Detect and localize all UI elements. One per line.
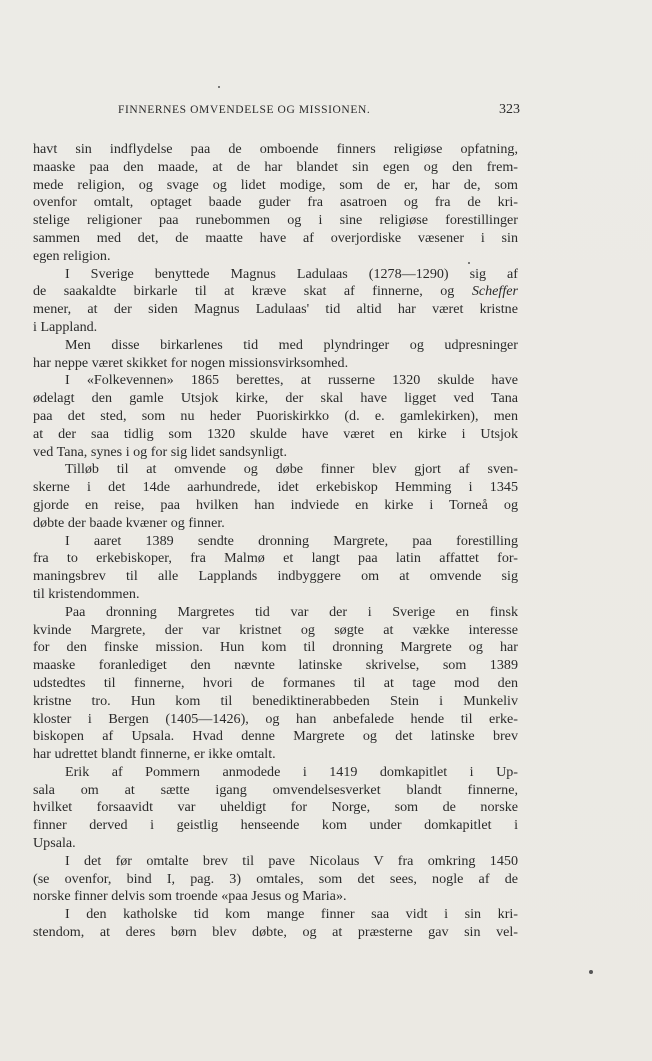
text-line: I det før omtalte brev til pave Nicolaus V fra omkring 1450 [65, 852, 518, 869]
text-line: ved Tana, synes i og for sig lidet sandsynligt. [33, 443, 287, 460]
text-line: døbte der baade kvæner og finner. [33, 514, 225, 531]
text-line: mener, at der siden Magnus Ladulaas' tid altid har været kristne [33, 301, 518, 318]
page-number: 323 [499, 102, 520, 117]
running-title: FINNERNES OMVENDELSE OG MISSIONEN. [118, 104, 371, 116]
text-line: ovenfor omtalt, optaget baade guder fra asatroen og fra de kri- [33, 194, 518, 211]
text-line: sala om at sætte igang omvendelsesverket blandt finnerne, [33, 781, 518, 798]
text-line: at der saa tidlig som 1320 skulde have været en kirke i Utsjok [33, 425, 518, 442]
text-line: Tilløb til at omvende og døbe finner blev gjort af sven- [65, 461, 518, 478]
text-line: Upsala. [33, 835, 76, 852]
text-line: har udrettet blandt finnerne, er ikke omtalt. [33, 746, 276, 763]
text-line: maaske paa den maade, at de har blandet sin egen og den frem- [33, 158, 518, 175]
text-line: maningsbrev til alle Lapplands indbyggere om at omvende sig [33, 568, 518, 585]
text-line: I Sverige benyttede Magnus Ladulaas (1278—1290) sig af [65, 265, 518, 282]
text-line: I «Folkevennen» 1865 berettes, at russerne 1320 skulde have [65, 372, 518, 389]
text-line: til kristendommen. [33, 585, 140, 602]
text-line: for den finske mission. Hun kom til dronning Margrete og har [33, 639, 518, 656]
text-line: mede religion, og svage og lidet modige, som de er, har de, som [33, 176, 518, 193]
text-line: sammen med det, de maatte have af overjordiske væsener i sin [33, 229, 518, 246]
text-line: egen religion. [33, 247, 111, 264]
text-line: ødelagt den gamle Utsjok kirke, der skal have ligget ved Tana [33, 390, 518, 407]
text-line: kloster i Bergen (1405—1426), og han anbefalede hende til erke- [33, 710, 518, 727]
text-line: kvinde Margrete, der var kristnet og søgte at vække interesse [33, 621, 518, 638]
text-line: stelige religioner paa runebommen og i sine religiøse forestillinger [33, 212, 518, 229]
running-head [88, 104, 522, 124]
text-line: maaske foranlediget den nævnte latinske skrivelse, som 1389 [33, 657, 518, 674]
text-line: hvilket forsaavidt var uheldigt for Norge, som de norske [33, 799, 518, 816]
text-line: Men disse birkarlenes tid med plyndringer og udpresninger [65, 336, 518, 353]
text-line: stendom, at deres børn blev døbte, og at præsterne gav sin vel- [33, 924, 518, 941]
author-name: Scheffer [471, 283, 518, 300]
text-line: I den katholske tid kom mange finner saa vidt i sin kri- [65, 906, 518, 923]
text-line: udstedtes til finnerne, hvori de formanes til at tage mod den [33, 674, 518, 691]
text-line: havt sin indflydelse paa de omboende finners religiøse opfatning, [33, 141, 518, 157]
paper-speck [589, 970, 593, 974]
text-line: kristne tro. Hun kom til benediktinerabbeden Stein i Munkeliv [33, 692, 518, 709]
text-line: finner derved i geistlig henseende kom under domkapitlet i [33, 817, 518, 834]
text-line: Erik af Pommern anmodede i 1419 domkapitlet i Up- [65, 763, 518, 780]
text-line: har neppe været skikket for nogen missionsvirksomhed. [33, 354, 349, 371]
text-line: gjorde en reise, paa hvilken han indviede en kirke i Torneå og [33, 496, 518, 513]
text-line: norske finner delvis som troende «paa Jesus og Maria». [33, 888, 347, 905]
text-line: Paa dronning Margretes tid var der i Sverige en finsk [65, 603, 518, 620]
text-line: biskopen af Upsala. Hvad denne Margrete og det latinske brev [33, 728, 518, 745]
text-line: (se ovenfor, bind I, pag. 3) omtales, som det sees, nogle af de [33, 870, 518, 887]
text-line: skerne i det 14de aarhundrede, idet erkebiskop Hemming i 1345 [33, 479, 518, 496]
text-line: paa det sted, som nu heder Puoriskirkko (d. e. gamlekirken), men [33, 407, 518, 424]
text-line: fra to erkebiskoper, fra Malmø et langt paa latin affattet for- [33, 550, 518, 567]
paper-speck [468, 262, 470, 264]
body-text [33, 141, 518, 942]
text-line: i Lappland. [33, 318, 98, 335]
paper-speck [218, 86, 220, 88]
text-line: I aaret 1389 sendte dronning Margrete, paa forestilling [65, 532, 518, 549]
text-line: de saakaldte birkarle til at kræve skat af finnerne, og Scheffer [33, 283, 518, 300]
